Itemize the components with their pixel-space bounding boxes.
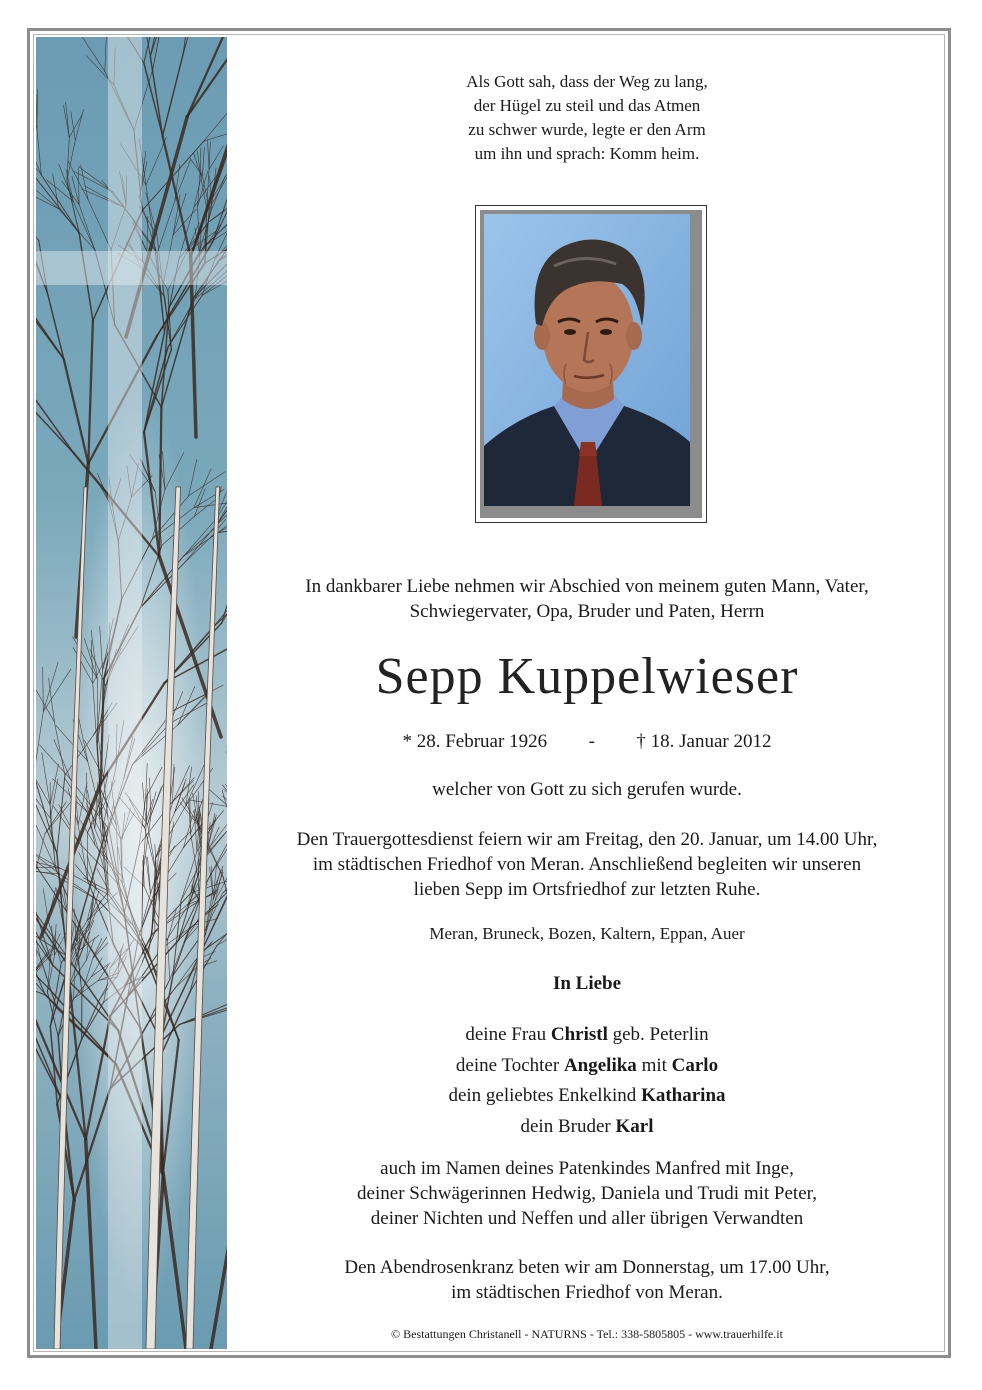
in-love-heading: In Liebe [552, 973, 622, 994]
service-line: lieben Sepp im Ortsfriedhof zur letzten Ruhe. [413, 879, 761, 900]
service-line: Den Trauergottesdienst feiern wir am Freitag, den 20. Januar, um 14.00 Uhr, [296, 829, 878, 850]
portrait-photo [484, 214, 690, 506]
obituary-content [237, 37, 937, 1349]
date-separator: - [588, 731, 595, 752]
farewell-intro [237, 574, 937, 624]
relatives-line: deiner Nichten und Neffen und aller übrigen Verwandten [370, 1208, 804, 1229]
places-list: Meran, Bruneck, Bozen, Kaltern, Eppan, Auer [429, 924, 745, 943]
service-line: im städtischen Friedhof von Meran. Anschließend begleiten wir unseren [312, 854, 862, 875]
relatives-line: auch im Namen deines Patenkindes Manfred mit Inge, [380, 1158, 794, 1179]
called-by-god-text: welcher von Gott zu sich gerufen wurde. [432, 779, 742, 800]
other-relatives [237, 1156, 937, 1231]
poem [237, 70, 937, 166]
death-date: † 18. Januar 2012 [636, 731, 772, 752]
portrait-frame [475, 205, 707, 523]
poem-line: der Hügel zu steil und das Atmen [473, 96, 701, 115]
family-member: dein geliebtes Enkelkind Katharina [448, 1085, 726, 1106]
intro-line: In dankbarer Liebe nehmen wir Abschied von meinem guten Mann, Vater, [305, 576, 869, 597]
rosary-line: im städtischen Friedhof von Meran. [451, 1282, 723, 1303]
footer-credit: © Bestattungen Christanell - NATURNS - Tel.: 338-5805805 - www.trauerhilfe.it [391, 1327, 783, 1341]
birth-date: * 28. Februar 1926 [402, 731, 548, 752]
life-dates [237, 730, 937, 754]
funeral-service-text [237, 827, 937, 902]
family-member: deine Tochter Angelika mit Carlo [455, 1054, 719, 1076]
portrait-image [484, 214, 690, 506]
relatives-line: deiner Schwägerinnen Hedwig, Daniela und Trudi mit Peter, [357, 1183, 817, 1204]
cross-vertical-beam [108, 37, 142, 1349]
poem-line: Als Gott sah, dass der Weg zu lang, [466, 72, 708, 91]
poem-line: zu schwer wurde, legte er den Arm [468, 120, 706, 139]
birch-branches-image [36, 37, 227, 1349]
intro-line: Schwiegervater, Opa, Bruder und Paten, Herrn [409, 601, 765, 622]
birch-cross-panel [36, 37, 227, 1349]
family-member: dein Bruder Karl [520, 1115, 654, 1137]
cross-horizontal-beam [36, 251, 227, 285]
poem-line: um ihn und sprach: Komm heim. [474, 144, 700, 163]
family-member: deine Frau Christl geb. Peterlin [465, 1024, 709, 1045]
rosary-text [237, 1255, 937, 1305]
deceased-name: Sepp Kuppelwieser [375, 648, 799, 705]
family-list [237, 1020, 937, 1142]
rosary-line: Den Abendrosenkranz beten wir am Donnerstag, um 17.00 Uhr, [344, 1257, 830, 1278]
